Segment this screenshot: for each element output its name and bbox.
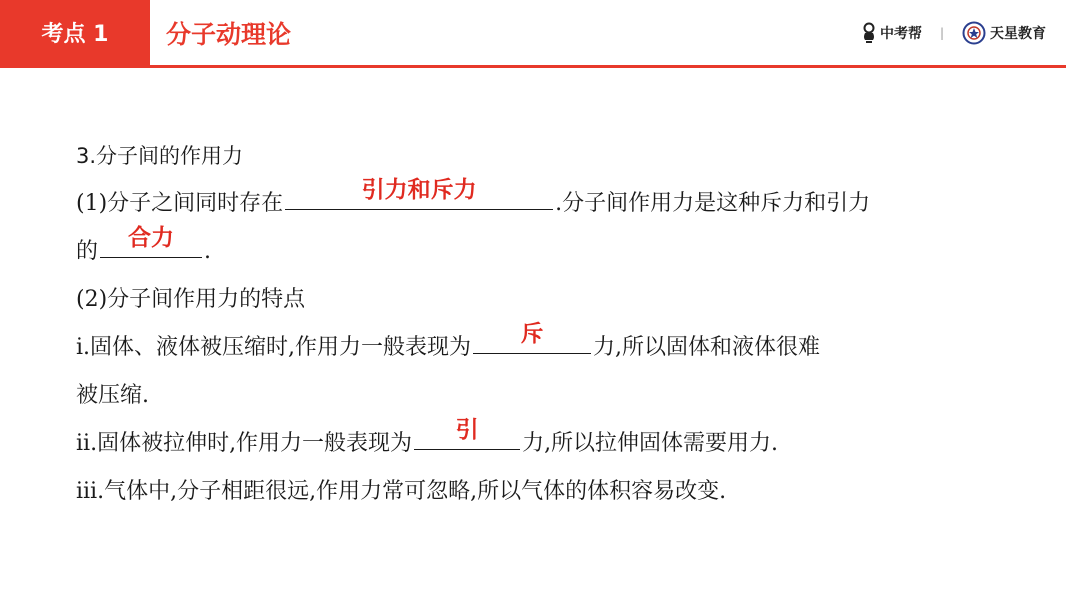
answer-blank-4 — [414, 417, 520, 450]
item-ii-suffix: 力,所以拉伸固体需要用力. — [522, 431, 779, 456]
item-1-prefix: (1)分子之间同时存在 — [76, 191, 284, 216]
logo-separator: | — [939, 25, 944, 40]
brand-logos — [862, 0, 1046, 65]
answer-blank-3 — [473, 321, 591, 354]
item-i-suffix: 力,所以固体和液体很难 — [593, 335, 821, 360]
tianxing-logo — [962, 21, 1046, 45]
logo-left-text: 中考帮 — [879, 25, 922, 42]
answer-4-text: 引 — [455, 417, 479, 443]
lightbulb-icon — [862, 22, 876, 44]
logo-right-text: 天星教育 — [990, 25, 1046, 42]
item-1-line-2 — [76, 225, 1006, 276]
item-i-prefix: ⅰ.固体、液体被压缩时,作用力一般表现为 — [76, 335, 472, 360]
answer-3-text: 斥 — [520, 321, 544, 347]
header-bar — [0, 0, 1066, 68]
answer-1-text: 引力和斥力 — [361, 177, 477, 203]
item-ii-prefix: ⅱ.固体被拉伸时,作用力一般表现为 — [76, 431, 413, 456]
section-heading: 3.分子间的作用力 — [76, 144, 244, 168]
item-i-line-2: 被压缩. — [76, 383, 149, 408]
item-iii: ⅲ.气体中,分子相距很远,作用力常可忽略,所以气体的体积容易改变. — [76, 479, 727, 504]
zhongkaobang-logo — [862, 22, 922, 44]
item-i-line-1 — [76, 321, 1006, 372]
lesson-content — [76, 132, 1006, 516]
item-1-line2-suffix: . — [204, 239, 212, 264]
topic-title: 分子动理论 — [166, 19, 292, 49]
item-1-mid: .分子间作用力是这种斥力和引力 — [555, 191, 871, 216]
item-1-line2-prefix: 的 — [76, 239, 99, 264]
topic-badge: 考点 1 — [0, 0, 150, 65]
answer-blank-2 — [100, 225, 202, 258]
answer-blank-1 — [285, 177, 553, 210]
item-2: (2)分子间作用力的特点 — [76, 287, 306, 312]
answer-2-text: 合力 — [128, 225, 175, 251]
item-1-line-1 — [76, 177, 1006, 228]
tianxing-emblem-icon — [962, 21, 986, 45]
item-ii — [76, 417, 1006, 468]
